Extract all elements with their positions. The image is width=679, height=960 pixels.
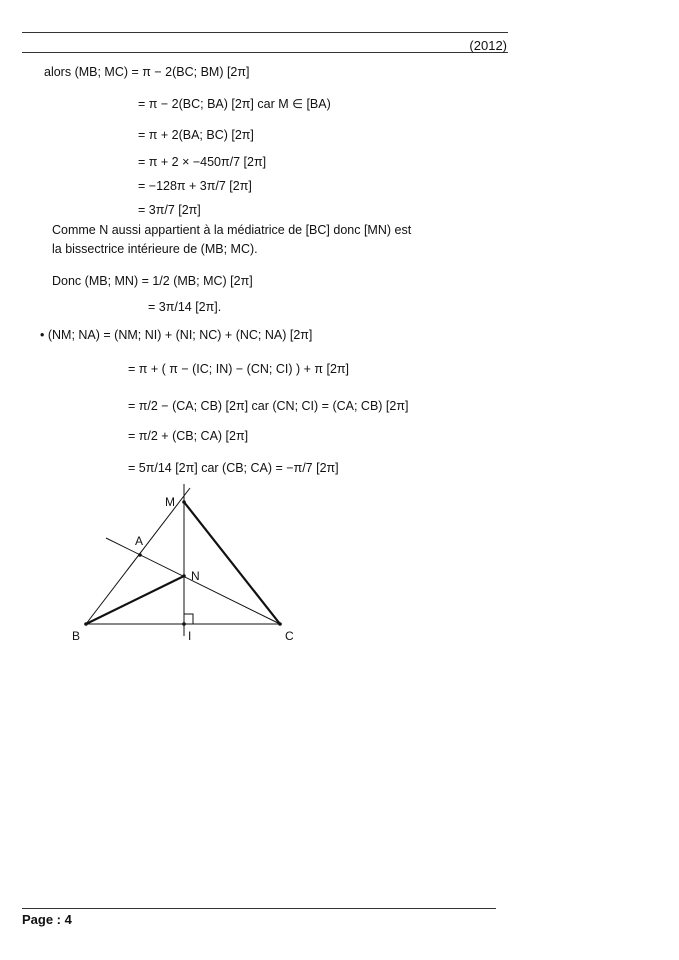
math-line-8: la bissectrice intérieure de (MB; MC). [52, 242, 258, 256]
math-line-12: = π + ( π − (IC; IN) − (CN; CI) ) + π [2π] [128, 362, 349, 376]
label-C: C [285, 629, 294, 643]
label-A: A [135, 534, 144, 548]
year-label: (2012) [469, 38, 507, 53]
math-line-3: = π + 2(BA; BC) [2π] [138, 128, 254, 142]
label-I: I [188, 629, 192, 643]
segment-BN [86, 576, 184, 624]
point-N [182, 574, 186, 578]
math-line-9: Donc (MB; MN) = 1/2 (MB; MC) [2π] [52, 274, 253, 288]
point-B [84, 622, 88, 626]
label-M: M [165, 495, 175, 509]
page-number: Page : 4 [22, 912, 72, 927]
math-line-13: = π/2 − (CA; CB) [2π] car (CN; CI) = (CA; CB) [2π] [128, 399, 409, 413]
label-N: N [191, 569, 200, 583]
footer-rule [22, 908, 496, 909]
point-M [182, 500, 186, 504]
math-line-14: = π/2 + (CB; CA) [2π] [128, 429, 249, 443]
point-C [278, 622, 282, 626]
math-line-11: • (NM; NA) = (NM; NI) + (NI; NC) + (NC; NA) [2π] [40, 328, 313, 342]
math-line-7: Comme N aussi appartient à la médiatrice de [BC] donc [MN) est [52, 223, 412, 237]
math-line-4: = π + 2 × −450π/7 [2π] [138, 155, 267, 169]
right-angle-marker [184, 614, 193, 624]
math-line-1: alors (MB; MC) = π − 2(BC; BM) [2π] [44, 65, 250, 79]
segment-MC [184, 502, 280, 624]
point-I [182, 622, 186, 626]
math-line-10: = 3π/14 [2π]. [148, 300, 222, 314]
math-line-15: = 5π/14 [2π] car (CB; CA) = −π/7 [2π] [128, 461, 339, 475]
label-B: B [72, 629, 81, 643]
point-A [138, 553, 142, 557]
math-line-5: = −128π + 3π/7 [2π] [138, 179, 252, 193]
math-line-6: = 3π/7 [2π] [138, 203, 201, 217]
math-line-2: = π − 2(BC; BA) [2π] car M ∈ [BA) [138, 97, 331, 111]
